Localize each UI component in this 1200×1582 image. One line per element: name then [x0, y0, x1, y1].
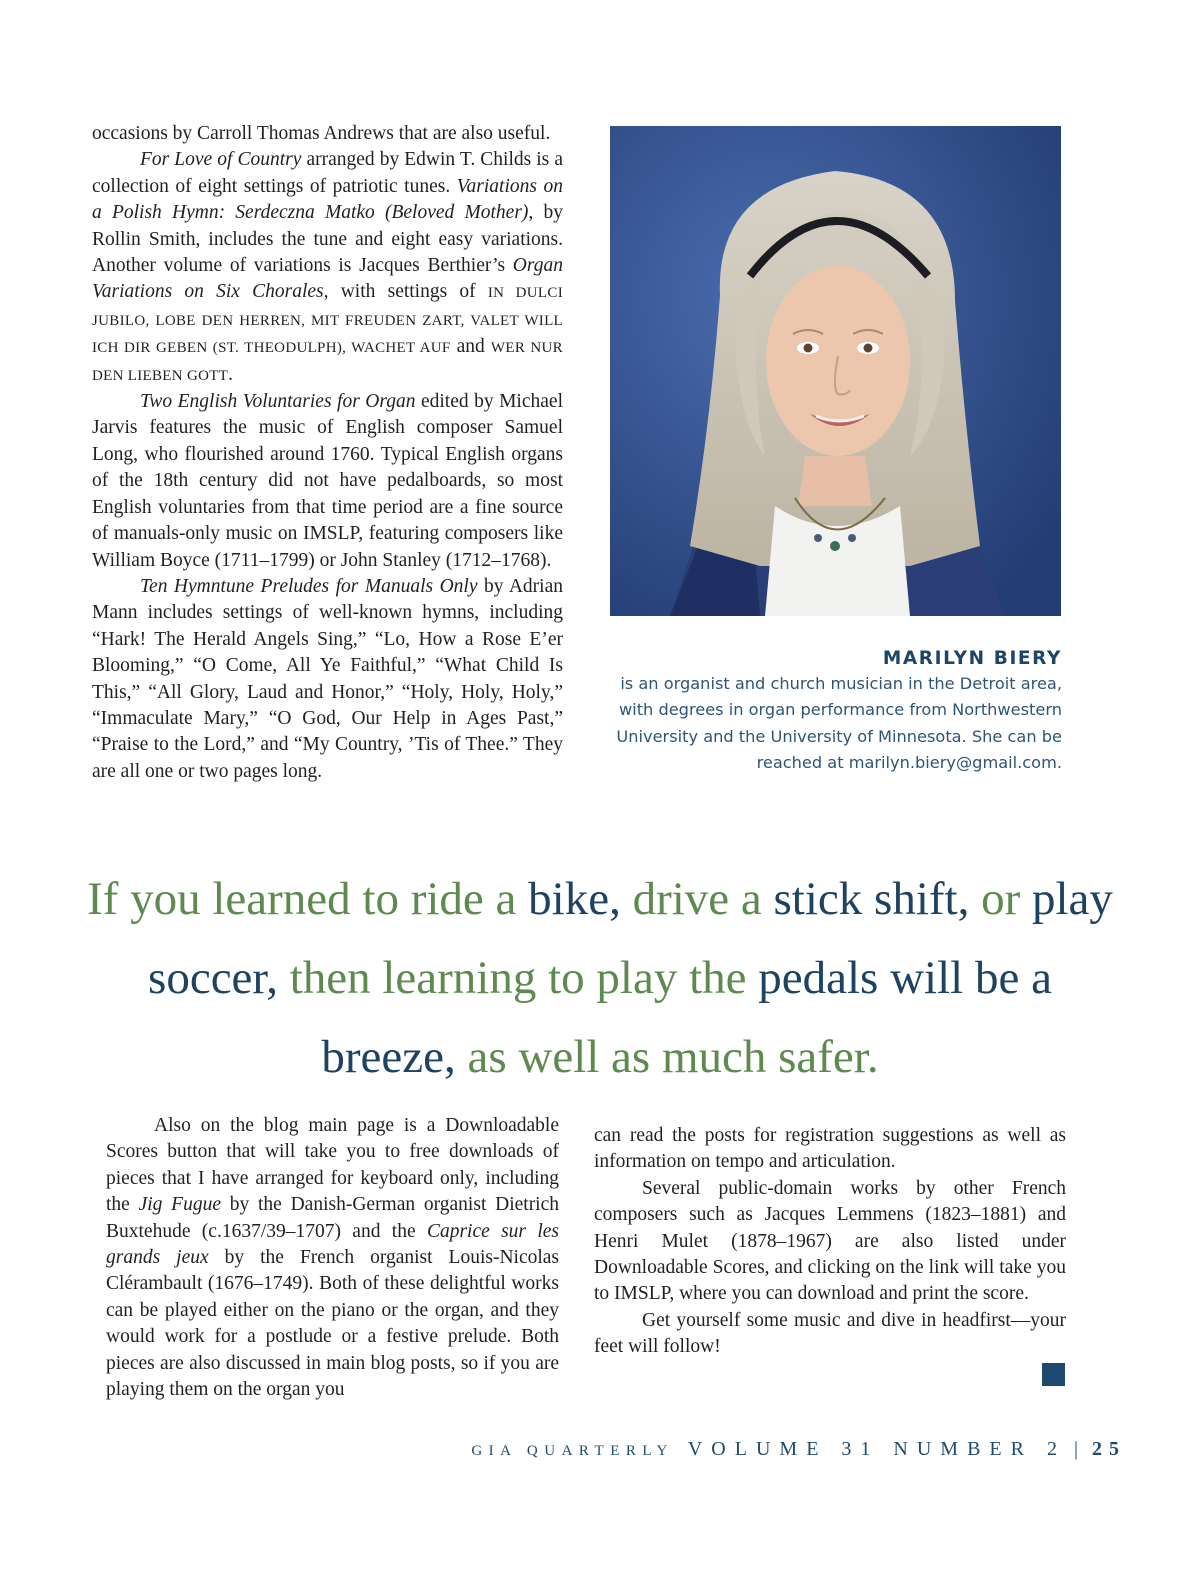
work-title: Variations on a Polish Hymn: Serdeczna Matko (Beloved Mother): [92, 175, 563, 224]
paragraph: For Love of Country arranged by Edwin T. Childs is a collection of eight settings of patriotic tunes. Variations on a Polish Hymn: Serdeczna Matko (Beloved Mother), by Rollin Smith, includes the tune and eight easy variations. Another volume of variations is Jacques Berthier’s Organ Variations on Six Chorales, with settings of IN DULCI JUBILO, LOBE DEN HERREN, MIT FREUDEN ZART, VALET WILL ICH DIR GEBEN (ST. THEODULPH), WACHET AUF and WER NUR DEN LIEBEN GOTT.: [92, 149, 564, 385]
bottom-right-column: [594, 1123, 1066, 1361]
author-name: MARILYN BIERY: [882, 648, 1062, 669]
paragraph: occasions by Carroll Thomas Andrews that are also useful.: [92, 123, 551, 144]
pull-quote: If you learned to ride a bike, drive a stick shift, or play soccer, then learning to play the pedals will be a breeze, as well as much safer.: [87, 873, 1113, 1083]
author-photo: [610, 126, 1061, 616]
author-bio: [590, 648, 1062, 777]
footer-separator: |: [1073, 1438, 1078, 1460]
work-title: Organ Variations on Six Chorales: [92, 255, 563, 303]
end-of-article-square-icon: [1042, 1363, 1065, 1386]
author-portrait-illustration: [610, 126, 1061, 616]
work-title: Jig Fugue: [138, 1194, 221, 1216]
paragraph: Ten Hymntune Preludes for Manuals Only by Adrian Mann includes settings of well-known hymns, including “Hark! The Herald Angels Sing,” “Lo, How a Rose E’er Blooming,” “O Come, All Ye Faithful,” “What Child Is This,” “All Glory, Laud and Honor,” “Holy, Holy, Holy,” “Immaculate Mary,” “O God, Our Help in Ages Past,” “Praise to the Lord,” and “My Country, ’Tis of Thee.” They are all one or two pages long.: [92, 575, 564, 782]
bottom-left-column: [106, 1113, 559, 1403]
work-title: Ten Hymntune Preludes for Manuals Only: [140, 575, 478, 597]
paragraph: can read the posts for registration suggestions as well as information on tempo and articulation.: [594, 1125, 1066, 1173]
work-title: For Love of Country: [140, 149, 302, 171]
page-footer: [471, 1438, 1126, 1461]
page-number: 25: [1092, 1438, 1126, 1460]
work-title: Caprice sur les grands jeux: [106, 1220, 559, 1269]
paragraph: Several public-domain works by other French composers such as Jacques Lemmens (1823–1881) and Henri Mulet (1878–1967) are also listed under Downloadable Scores, and clicking on the link will take you to IMSLP, where you can download and print the score.: [594, 1177, 1066, 1305]
paragraph: Get yourself some music and dive in headfirst—your feet will follow!: [594, 1309, 1066, 1358]
chorale-names: WER NUR DEN LIEBEN GOTT: [92, 340, 563, 384]
issue-volume: VOLUME 31 NUMBER 2: [687, 1438, 1066, 1460]
publication-name: GIA QUARTERLY: [471, 1443, 674, 1459]
author-bio-text: is an organist and church musician in the Detroit area, with degrees in organ performance from Northwestern University and the University of Minnesota. She can be reached at marilyn.biery@gmail.com.: [616, 674, 1062, 773]
paragraph: Two English Voluntaries for Organ edited by Michael Jarvis features the music of English composer Samuel Long, who flourished around 1760. Typical English organs of the 18th century did not have pedalboards, so most English voluntaries from that time period are a fine source of manuals-only music on IMSLP, featuring composers like William Boyce (1711–1799) or John Stanley (1712–1768).: [92, 391, 563, 571]
chorale-names: IN DULCI JUBILO, LOBE DEN HERREN, MIT FREUDEN ZART, VALET WILL ICH DIR GEBEN (ST. THEODULPH), WACHET AUF: [92, 285, 563, 357]
paragraph: Also on the blog main page is a Downloadable Scores button that will take you to free downloads of pieces that I have arranged for keyboard only, including the Jig Fugue by the Danish-German organist Dietrich Buxtehude (c.1637/39–1707) and the Caprice sur les grands jeux by the French organist Louis-Nicolas Clérambault (1676–1749). Both of these delightful works can be played either on the piano or the organ, and they would work for a postlude or a festive prelude. Both pieces are also discussed in main blog posts, so if you are playing them on the organ you: [106, 1115, 560, 1401]
top-left-column: [92, 121, 563, 785]
work-title: Two English Voluntaries for Organ: [140, 391, 416, 413]
